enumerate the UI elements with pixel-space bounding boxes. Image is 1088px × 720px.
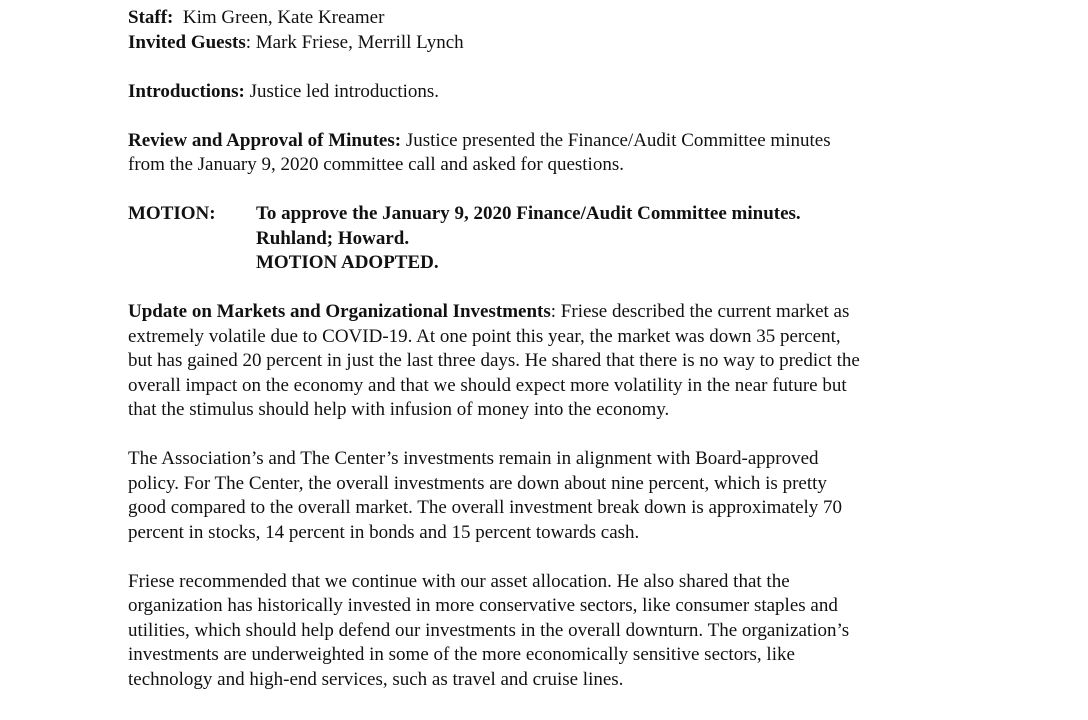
- spacer: [128, 423, 1068, 448]
- markets-update-line-4: overall impact on the economy and that we should expect more volatility in the near future but: [128, 374, 847, 396]
- spacer: [128, 276, 1068, 301]
- introductions-line: [128, 80, 1068, 105]
- spacer: [128, 545, 1068, 570]
- investments-line-1: The Association’s and The Center’s investments remain in alignment with Board-approved: [128, 448, 819, 469]
- minutes-review-line-1: [128, 129, 1068, 154]
- motion-line-3: MOTION ADOPTED.: [256, 252, 439, 273]
- minutes-review-line-2: from the January 9, 2020 committee call and asked for questions.: [128, 154, 624, 175]
- investments-line-3: good compared to the overall market. The overall investment break down is approximately 70: [128, 497, 843, 518]
- allocation-line-5: technology and high-end services, such as travel and cruise lines.: [128, 668, 624, 690]
- staff-names: Kim Green, Kate Kreamer: [182, 7, 385, 28]
- guests-names: : Mark Friese, Merrill Lynch: [245, 31, 464, 53]
- markets-update-line-3: but has gained 20 percent in just the last three days. He shared that there is no way to predict the: [128, 350, 860, 371]
- spacer: [128, 104, 1068, 129]
- motion-line-2: Ruhland; Howard.: [256, 227, 410, 249]
- motion-line-1: To approve the January 9, 2020 Finance/Audit Committee minutes.: [256, 203, 801, 224]
- introductions-label: Introductions:: [128, 80, 245, 102]
- spacer: [128, 178, 1068, 203]
- markets-update-line-2: extremely volatile due to COVID-19. At one point this year, the market was down 35 percent,: [128, 325, 841, 347]
- markets-update-line-1: [128, 300, 1068, 325]
- introductions-text: Justice led introductions.: [244, 80, 440, 102]
- staff-line: [128, 6, 1068, 31]
- markets-update-label: Update on Markets and Organizational Investments: [128, 301, 551, 322]
- motion-text: [256, 202, 801, 276]
- investments-line-2: policy. For The Center, the overall investments are down about nine percent, which is pretty: [128, 472, 827, 494]
- markets-update-text: : Friese described the current market as: [550, 301, 850, 322]
- allocation-line-1: Friese recommended that we continue with our asset allocation. He also shared that the: [128, 570, 790, 592]
- motion-label: MOTION:: [128, 203, 216, 224]
- staff-label: Staff:: [128, 7, 174, 28]
- allocation-line-3: utilities, which should help defend our investments in the overall downturn. The organization’s: [128, 619, 850, 641]
- markets-update-line-5: that the stimulus should help with infusion of money into the economy.: [128, 399, 670, 420]
- guests-line: [128, 31, 1068, 56]
- motion-block: [128, 202, 1068, 276]
- guests-label: Invited Guests: [128, 31, 246, 53]
- allocation-line-2: organization has historically invested in more conservative sectors, like consumer staples and: [128, 595, 838, 616]
- minutes-review-label: Review and Approval of Minutes:: [128, 129, 402, 151]
- minutes-review-text: Justice presented the Finance/Audit Committee minutes: [401, 129, 831, 151]
- spacer: [128, 55, 1068, 80]
- document-page: [128, 6, 1068, 692]
- allocation-line-4: investments are underweighted in some of the more economically sensitive sectors, like: [128, 644, 795, 665]
- investments-line-4: percent in stocks, 14 percent in bonds and 15 percent towards cash.: [128, 521, 640, 543]
